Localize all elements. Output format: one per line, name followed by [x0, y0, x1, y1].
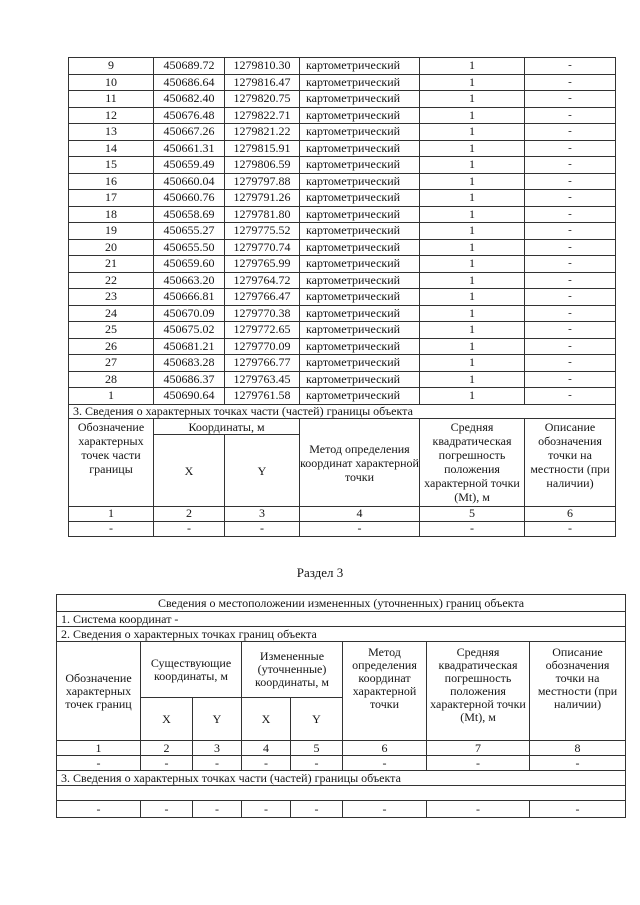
coord-y-cell: 1279806.59 — [225, 157, 300, 174]
dash-cell: - — [193, 756, 242, 771]
table-row — [69, 272, 616, 289]
description-cell: - — [525, 173, 616, 190]
point-number-cell: 27 — [69, 355, 154, 372]
col-number-3: 3 — [193, 741, 242, 756]
dash-cell: - — [427, 756, 530, 771]
method-cell: картометрический — [300, 388, 420, 405]
table-row — [69, 157, 616, 174]
table-row — [69, 140, 616, 157]
coord-y-cell: 1279766.47 — [225, 289, 300, 306]
method-cell: картометрический — [300, 305, 420, 322]
accuracy-cell: 1 — [420, 190, 525, 207]
table-row — [69, 371, 616, 388]
accuracy-cell: 1 — [420, 107, 525, 124]
table-row — [69, 206, 616, 223]
accuracy-cell: 1 — [420, 355, 525, 372]
col-number-6: 6 — [343, 741, 427, 756]
description-cell: - — [525, 124, 616, 141]
table-row — [69, 107, 616, 124]
method-cell: картометрический — [300, 157, 420, 174]
header-changed-y: Y — [291, 698, 343, 741]
description-cell: - — [525, 305, 616, 322]
point-number-cell: 18 — [69, 206, 154, 223]
coord-x-cell: 450659.60 — [154, 256, 225, 273]
description-cell: - — [525, 322, 616, 339]
dash-cell: - — [291, 756, 343, 771]
table-row — [69, 305, 616, 322]
coord-y-cell: 1279821.22 — [225, 124, 300, 141]
col-number-4: 4 — [300, 506, 420, 521]
table-row — [69, 338, 616, 355]
method-cell: картометрический — [300, 289, 420, 306]
accuracy-cell: 1 — [420, 206, 525, 223]
header-description: Описание обозначения точки на местности (при наличии) — [525, 418, 616, 506]
coord-y-cell: 1279761.58 — [225, 388, 300, 405]
boundary-points-body — [69, 58, 616, 405]
section-title: Раздел 3 — [296, 565, 344, 580]
header-x: X — [154, 434, 225, 506]
coordinate-system: 1. Система координат - — [57, 612, 626, 627]
point-number-cell: 26 — [69, 338, 154, 355]
method-cell: картометрический — [300, 256, 420, 273]
point-number-cell: 28 — [69, 371, 154, 388]
description-cell: - — [525, 388, 616, 405]
col-number-5: 5 — [420, 506, 525, 521]
coord-y-cell: 1279770.74 — [225, 239, 300, 256]
table-row — [69, 91, 616, 108]
dash-cell: - — [525, 521, 616, 536]
changed-boundaries-table — [56, 594, 626, 818]
point-number-cell: 15 — [69, 157, 154, 174]
point-number-cell: 9 — [69, 58, 154, 75]
accuracy-cell: 1 — [420, 272, 525, 289]
coord-x-cell: 450676.48 — [154, 107, 225, 124]
point-number-cell: 1 — [69, 388, 154, 405]
header-designation: Обозначение характерных точек части границы — [69, 418, 154, 506]
dash-cell: - — [57, 756, 141, 771]
point-number-cell: 14 — [69, 140, 154, 157]
coord-y-cell: 1279763.45 — [225, 371, 300, 388]
accuracy-cell: 1 — [420, 58, 525, 75]
table-title: Сведения о местоположении измененных (уточненных) границ объекта — [57, 595, 626, 612]
accuracy-cell: 1 — [420, 124, 525, 141]
table-row — [69, 173, 616, 190]
col-number-1: 1 — [57, 741, 141, 756]
table-row — [69, 289, 616, 306]
point-number-cell: 10 — [69, 74, 154, 91]
coord-x-cell: 450659.49 — [154, 157, 225, 174]
description-cell: - — [525, 338, 616, 355]
accuracy-cell: 1 — [420, 305, 525, 322]
point-number-cell: 12 — [69, 107, 154, 124]
points-title: 2. Сведения о характерных точках границ объекта — [57, 627, 626, 642]
method-cell: картометрический — [300, 58, 420, 75]
coord-y-cell: 1279764.72 — [225, 272, 300, 289]
coord-y-cell: 1279770.09 — [225, 338, 300, 355]
dash-cell: - — [530, 801, 626, 818]
header-description: Описание обозначения точки на местности (при наличии) — [530, 642, 626, 741]
accuracy-cell: 1 — [420, 338, 525, 355]
coord-x-cell: 450660.76 — [154, 190, 225, 207]
method-cell: картометрический — [300, 190, 420, 207]
dash-cell: - — [343, 801, 427, 818]
dash-cell: - — [300, 521, 420, 536]
coord-y-cell: 1279770.38 — [225, 305, 300, 322]
coord-x-cell: 450663.20 — [154, 272, 225, 289]
description-cell: - — [525, 371, 616, 388]
dash-cell: - — [141, 801, 193, 818]
col-number-7: 7 — [427, 741, 530, 756]
point-number-cell: 17 — [69, 190, 154, 207]
table-row — [69, 190, 616, 207]
header-existing-y: Y — [193, 698, 242, 741]
header-changed-x: X — [242, 698, 291, 741]
coord-x-cell: 450686.64 — [154, 74, 225, 91]
part-boundary-title: 3. Сведения о характерных точках части (частей) границы объекта — [57, 771, 626, 786]
col-number-4: 4 — [242, 741, 291, 756]
dash-cell: - — [427, 801, 530, 818]
description-cell: - — [525, 74, 616, 91]
table-row — [69, 388, 616, 405]
description-cell: - — [525, 206, 616, 223]
coord-y-cell: 1279765.99 — [225, 256, 300, 273]
coord-x-cell: 450682.40 — [154, 91, 225, 108]
description-cell: - — [525, 140, 616, 157]
description-cell: - — [525, 355, 616, 372]
accuracy-cell: 1 — [420, 91, 525, 108]
description-cell: - — [525, 157, 616, 174]
table-row — [69, 322, 616, 339]
coord-y-cell: 1279772.65 — [225, 322, 300, 339]
header-accuracy: Средняя квадратическая погрешность положения характерной точки (Mt), м — [420, 418, 525, 506]
coord-x-cell: 450661.31 — [154, 140, 225, 157]
coord-x-cell: 450683.28 — [154, 355, 225, 372]
dash-cell: - — [420, 521, 525, 536]
coord-x-cell: 450660.04 — [154, 173, 225, 190]
method-cell: картометрический — [300, 272, 420, 289]
dash-cell: - — [225, 521, 300, 536]
point-number-cell: 25 — [69, 322, 154, 339]
col-number-6: 6 — [525, 506, 616, 521]
point-number-cell: 20 — [69, 239, 154, 256]
point-number-cell: 24 — [69, 305, 154, 322]
table-row — [69, 256, 616, 273]
method-cell: картометрический — [300, 239, 420, 256]
point-number-cell: 22 — [69, 272, 154, 289]
coord-x-cell: 450681.21 — [154, 338, 225, 355]
coord-y-cell: 1279766.77 — [225, 355, 300, 372]
method-cell: картометрический — [300, 322, 420, 339]
header-y: Y — [225, 434, 300, 506]
method-cell: картометрический — [300, 124, 420, 141]
point-number-cell: 16 — [69, 173, 154, 190]
empty-row — [57, 786, 626, 801]
accuracy-cell: 1 — [420, 371, 525, 388]
coord-y-cell: 1279810.30 — [225, 58, 300, 75]
col-number-5: 5 — [291, 741, 343, 756]
description-cell: - — [525, 107, 616, 124]
header-method: Метод определения координат характерной точки — [300, 418, 420, 506]
coord-x-cell: 450689.72 — [154, 58, 225, 75]
accuracy-cell: 1 — [420, 223, 525, 240]
point-number-cell: 13 — [69, 124, 154, 141]
accuracy-cell: 1 — [420, 173, 525, 190]
coord-y-cell: 1279816.47 — [225, 74, 300, 91]
coord-x-cell: 450675.02 — [154, 322, 225, 339]
accuracy-cell: 1 — [420, 322, 525, 339]
col-number-2: 2 — [141, 741, 193, 756]
coord-x-cell: 450667.26 — [154, 124, 225, 141]
coord-y-cell: 1279815.91 — [225, 140, 300, 157]
point-number-cell: 11 — [69, 91, 154, 108]
accuracy-cell: 1 — [420, 239, 525, 256]
method-cell: картометрический — [300, 223, 420, 240]
table-row — [69, 124, 616, 141]
header-designation: Обозначение характерных точек границ — [57, 642, 141, 741]
col-number-1: 1 — [69, 506, 154, 521]
coord-x-cell: 450655.27 — [154, 223, 225, 240]
header-method: Метод определения координат характерной точки — [343, 642, 427, 741]
coord-x-cell: 450670.09 — [154, 305, 225, 322]
accuracy-cell: 1 — [420, 289, 525, 306]
part-boundary-title: 3. Сведения о характерных точках части (частей) границы объекта — [69, 404, 616, 418]
description-cell: - — [525, 91, 616, 108]
col-number-8: 8 — [530, 741, 626, 756]
coord-x-cell: 450666.81 — [154, 289, 225, 306]
coord-x-cell: 450686.37 — [154, 371, 225, 388]
method-cell: картометрический — [300, 74, 420, 91]
description-cell: - — [525, 190, 616, 207]
coord-x-cell: 450655.50 — [154, 239, 225, 256]
method-cell: картометрический — [300, 206, 420, 223]
col-number-2: 2 — [154, 506, 225, 521]
header-coordinates: Координаты, м — [154, 418, 300, 434]
col-number-3: 3 — [225, 506, 300, 521]
dash-cell: - — [69, 521, 154, 536]
method-cell: картометрический — [300, 107, 420, 124]
header-changed-coordinates: Измененные (уточненные) координаты, м — [242, 642, 343, 698]
accuracy-cell: 1 — [420, 157, 525, 174]
description-cell: - — [525, 223, 616, 240]
table-row — [69, 239, 616, 256]
description-cell: - — [525, 289, 616, 306]
header-existing-x: X — [141, 698, 193, 741]
dash-cell: - — [530, 756, 626, 771]
coord-y-cell: 1279781.80 — [225, 206, 300, 223]
method-cell: картометрический — [300, 173, 420, 190]
point-number-cell: 23 — [69, 289, 154, 306]
coord-y-cell: 1279797.88 — [225, 173, 300, 190]
accuracy-cell: 1 — [420, 388, 525, 405]
method-cell: картометрический — [300, 140, 420, 157]
header-existing-coordinates: Существующие координаты, м — [141, 642, 242, 698]
dash-cell: - — [242, 801, 291, 818]
part-boundary-section — [69, 404, 616, 536]
header-accuracy: Средняя квадратическая погрешность положения характерной точки (Mt), м — [427, 642, 530, 741]
accuracy-cell: 1 — [420, 74, 525, 91]
method-cell: картометрический — [300, 371, 420, 388]
description-cell: - — [525, 58, 616, 75]
coord-y-cell: 1279775.52 — [225, 223, 300, 240]
description-cell: - — [525, 272, 616, 289]
table-row — [69, 223, 616, 240]
coord-y-cell: 1279791.26 — [225, 190, 300, 207]
point-number-cell: 19 — [69, 223, 154, 240]
description-cell: - — [525, 256, 616, 273]
coord-x-cell: 450690.64 — [154, 388, 225, 405]
table-row — [69, 74, 616, 91]
coord-y-cell: 1279822.71 — [225, 107, 300, 124]
dash-cell: - — [291, 801, 343, 818]
dash-cell: - — [193, 801, 242, 818]
dash-cell: - — [141, 756, 193, 771]
point-number-cell: 21 — [69, 256, 154, 273]
dash-cell: - — [242, 756, 291, 771]
method-cell: картометрический — [300, 338, 420, 355]
dash-cell: - — [57, 801, 141, 818]
accuracy-cell: 1 — [420, 140, 525, 157]
method-cell: картометрический — [300, 91, 420, 108]
table-row — [69, 58, 616, 75]
coord-y-cell: 1279820.75 — [225, 91, 300, 108]
dash-cell: - — [343, 756, 427, 771]
table-row — [69, 355, 616, 372]
method-cell: картометрический — [300, 355, 420, 372]
boundary-points-table — [68, 57, 616, 537]
description-cell: - — [525, 239, 616, 256]
dash-cell: - — [154, 521, 225, 536]
accuracy-cell: 1 — [420, 256, 525, 273]
coord-x-cell: 450658.69 — [154, 206, 225, 223]
